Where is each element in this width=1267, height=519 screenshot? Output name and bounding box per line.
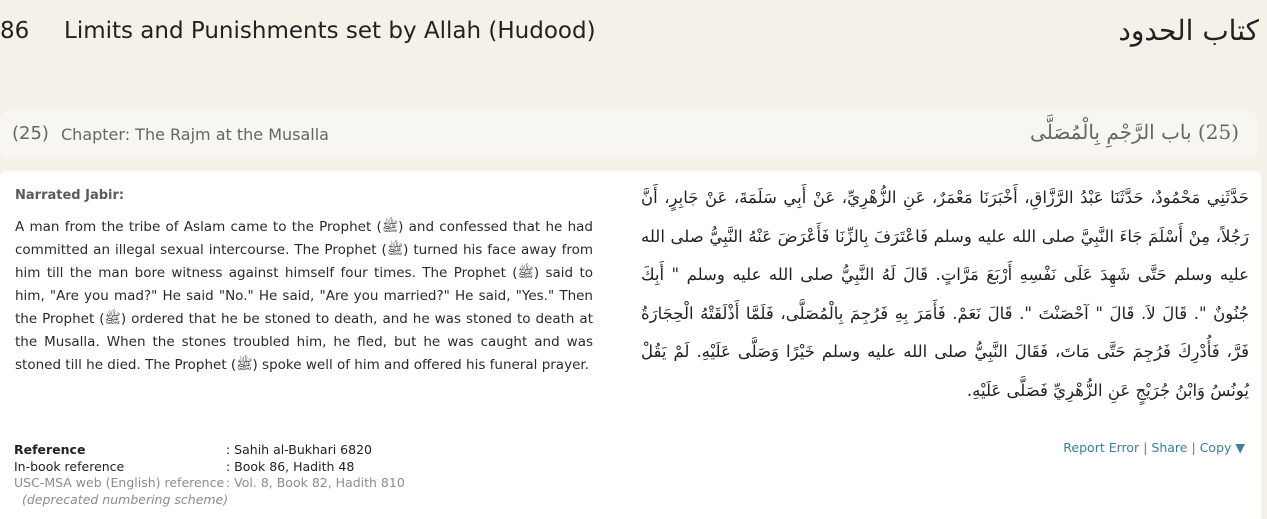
chapter-bar xyxy=(0,111,1257,159)
usc-reference-label: USC-MSA web (English) reference xyxy=(14,475,225,490)
separator: | xyxy=(1143,440,1148,455)
reference-table xyxy=(14,442,405,508)
book-title-english: Limits and Punishments set by Allah (Hudood) xyxy=(64,18,596,44)
deprecated-note: (deprecated numbering scheme) xyxy=(22,491,229,507)
book-title-arabic: كتاب الحدود xyxy=(1118,14,1259,47)
chapter-number-arabic: (25) xyxy=(1197,120,1239,144)
inbook-reference-row xyxy=(14,459,405,476)
chapter-title-arabic xyxy=(1030,120,1239,144)
hadith-text-english: A man from the tribe of Aslam came to the Prophet (ﷺ) and confessed that he had committed an illegal sexual intercourse. The Prophet (ﷺ) turned his face away from him till the man bore witness against himself four times. The Prophet (ﷺ) said to him, "Are you mad?" He said "No." He said, "Are you married?" He said, "Yes." Then the Prophet (ﷺ) ordered that he be stoned to death, and he was stoned to death at the Musalla. When the stones troubled him, he fled, but he was caught and was stoned till he died. The Prophet (ﷺ) spoke well of him and offered his funeral prayer. xyxy=(15,219,594,373)
book-number: 86 xyxy=(0,18,30,44)
inbook-reference-label: In-book reference xyxy=(14,458,125,474)
copy-dropdown[interactable]: Copy ▼ xyxy=(1199,440,1245,455)
deprecated-note-row xyxy=(14,492,405,509)
separator: | xyxy=(1191,440,1196,455)
usc-reference-value: : Vol. 8, Book 82, Hadith 810 xyxy=(226,475,405,490)
reference-row xyxy=(14,442,405,459)
hadith-text-arabic: حَدَّثَنِي مَحْمُودٌ، حَدَّثَنَا عَبْدُ الرَّزَّاقِ، أَخْبَرَنَا مَعْمَرٌ، عَنِ الزُّهْرِيِّ، عَنْ أَبِي سَلَمَةَ، عَنْ جَابِرٍ، أَنَّ رَجُلاً، مِنْ أَسْلَمَ جَاءَ النَّبِيَّ صلى الله عليه وسلم فَاعْتَرَفَ بِالزِّنَا فَأَعْرَضَ عَنْهُ النَّبِيُّ صلى الله عليه وسلم حَتَّى شَهِدَ عَلَى نَفْسِهِ أَرْبَعَ مَرَّاتٍ‏.‏ قَالَ لَهُ النَّبِيُّ صلى الله عليه وسلم ‏"‏ أَبِكَ جُنُونٌ ‏"‏‏.‏ قَالَ لاَ‏.‏ قَالَ ‏"‏ آحْصَنْتَ ‏"‏‏.‏ قَالَ نَعَمْ‏.‏ فَأَمَرَ بِهِ فَرُجِمَ بِالْمُصَلَّى، فَلَمَّا أَذْلَقَتْهُ الْحِجَارَةُ فَرَّ، فَأُدْرِكَ فَرُجِمَ حَتَّى مَاتَ، فَقَالَ النَّبِيُّ صلى الله عليه وسلم خَيْرًا وَصَلَّى عَلَيْهِ‏.‏ لَمْ يَقُلْ يُونُسُ وَابْنُ جُرَيْجٍ عَنِ الزُّهْرِيِّ فَصَلَّى عَلَيْهِ‏. xyxy=(641,188,1249,400)
usc-reference-row xyxy=(14,475,405,492)
narrator: Narrated Jabir: xyxy=(15,188,125,203)
reference-value: : Sahih al-Bukhari 6820 xyxy=(226,442,372,457)
reference-label: Reference xyxy=(14,442,86,457)
report-error-link[interactable]: Report Error xyxy=(1063,440,1140,455)
book-header xyxy=(0,0,1267,70)
chapter-title-arabic-text: باب الرَّجْمِ بِالْمُصَلَّى xyxy=(1030,120,1192,144)
share-link[interactable]: Share xyxy=(1151,440,1188,455)
inbook-reference-value: : Book 86, Hadith 48 xyxy=(226,458,355,474)
chapter-title-english: Chapter: The Rajm at the Musalla xyxy=(61,125,329,144)
hadith-card xyxy=(0,171,1261,519)
hadith-actions xyxy=(1063,440,1245,455)
chapter-number-english: (25) xyxy=(12,123,49,144)
